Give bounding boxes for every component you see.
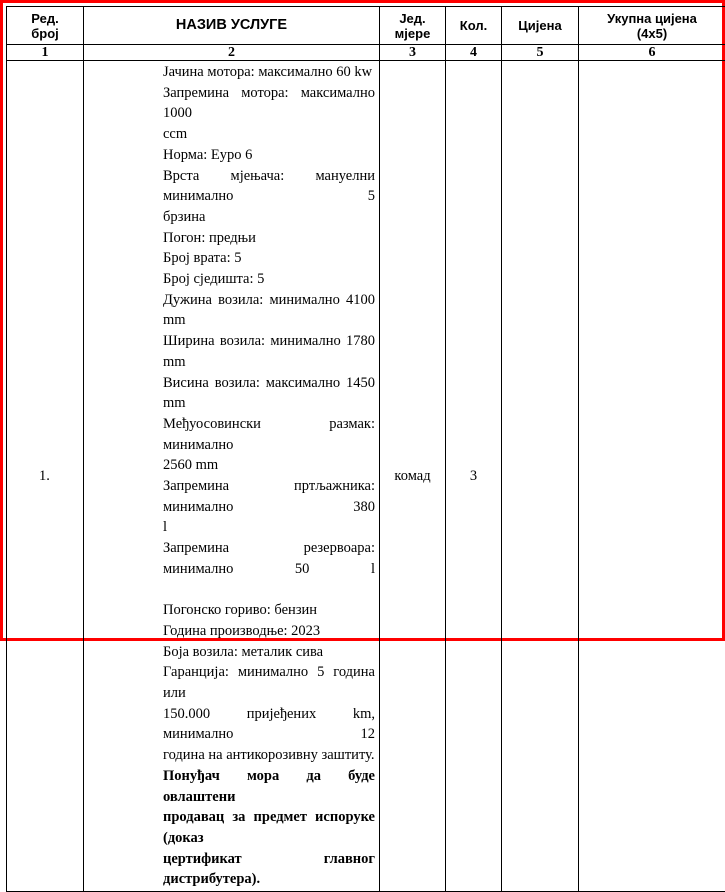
- specification-line: Норма: Еуро 6: [163, 145, 375, 166]
- column-number-4: 4: [446, 45, 502, 61]
- specification-line: 150.000 пријеђених km, минимално 12: [163, 704, 375, 745]
- header-price: Цијена: [502, 7, 579, 45]
- specification-line: Погон: предњи: [163, 228, 375, 249]
- column-number-row: [7, 45, 725, 61]
- specification-line: Врста мјењача: мануелни минимално 5: [163, 166, 375, 207]
- row-price: [502, 61, 579, 892]
- header-service-name: НАЗИВ УСЛУГЕ: [84, 7, 380, 45]
- specification-line: година на антикорозивну заштиту.: [163, 745, 375, 766]
- specification-list: [163, 62, 375, 890]
- header-total-line2: (4x5): [637, 26, 667, 41]
- header-row-number-line1: Ред.: [31, 11, 58, 26]
- table-header-row: [7, 7, 725, 45]
- supplier-requirement-line: цертификат главног дистрибутера).: [163, 849, 375, 890]
- specification-line: Висина возила: максимално 1450 mm: [163, 373, 375, 414]
- specification-line: Боја возила: металик сива: [163, 642, 375, 663]
- specification-line: Гаранција: минимално 5 година или: [163, 662, 375, 703]
- specification-line: Број сједишта: 5: [163, 269, 375, 290]
- column-number-5: 5: [502, 45, 579, 61]
- header-quantity: Кол.: [446, 7, 502, 45]
- specification-line: Јачина мотора: максимално 60 kw: [163, 62, 375, 83]
- specification-line: l: [163, 517, 375, 538]
- specification-line: Запремина пртљажника: минимално 380: [163, 476, 375, 517]
- header-total-line1: Укупна цијена: [607, 11, 697, 26]
- specification-line: 2560 mm: [163, 455, 375, 476]
- specification-line: Међуосовински размак: минимално: [163, 414, 375, 455]
- specification-line: Дужина возила: минимално 4100 mm: [163, 290, 375, 331]
- specification-line: Ширина возила: минимално 1780 mm: [163, 331, 375, 372]
- row-unit: комад: [380, 61, 446, 892]
- specification-line: Запремина резервоара: минимално 50 l: [163, 538, 375, 579]
- header-row-number: [7, 7, 84, 45]
- column-number-2: 2: [84, 45, 380, 61]
- specification-line: Број врата: 5: [163, 248, 375, 269]
- specification-line: Година производње: 2023: [163, 621, 375, 642]
- header-unit-line2: мјере: [395, 26, 431, 41]
- specification-line: брзина: [163, 207, 375, 228]
- specification-line: Погонско гориво: бензин: [163, 600, 375, 621]
- specification-line: Запремина мотора: максимално 1000: [163, 83, 375, 124]
- row-quantity: 3: [446, 61, 502, 892]
- column-number-1: 1: [7, 45, 84, 61]
- header-unit: [380, 7, 446, 45]
- header-total: [579, 7, 725, 45]
- column-number-6: 6: [579, 45, 725, 61]
- specification-line: [163, 580, 375, 601]
- supplier-requirement-line: продавац за предмет испоруке (доказ: [163, 807, 375, 848]
- row-index: 1.: [7, 61, 84, 892]
- specification-line: ccm: [163, 124, 375, 145]
- service-description: [84, 61, 380, 892]
- header-unit-line1: Јед.: [399, 11, 425, 26]
- supplier-requirement-line: Понуђач мора да буде овлаштени: [163, 766, 375, 807]
- services-table: [6, 6, 725, 892]
- row-total: [579, 61, 725, 892]
- header-row-number-line2: број: [31, 26, 59, 41]
- column-number-3: 3: [380, 45, 446, 61]
- table-row: [7, 61, 725, 892]
